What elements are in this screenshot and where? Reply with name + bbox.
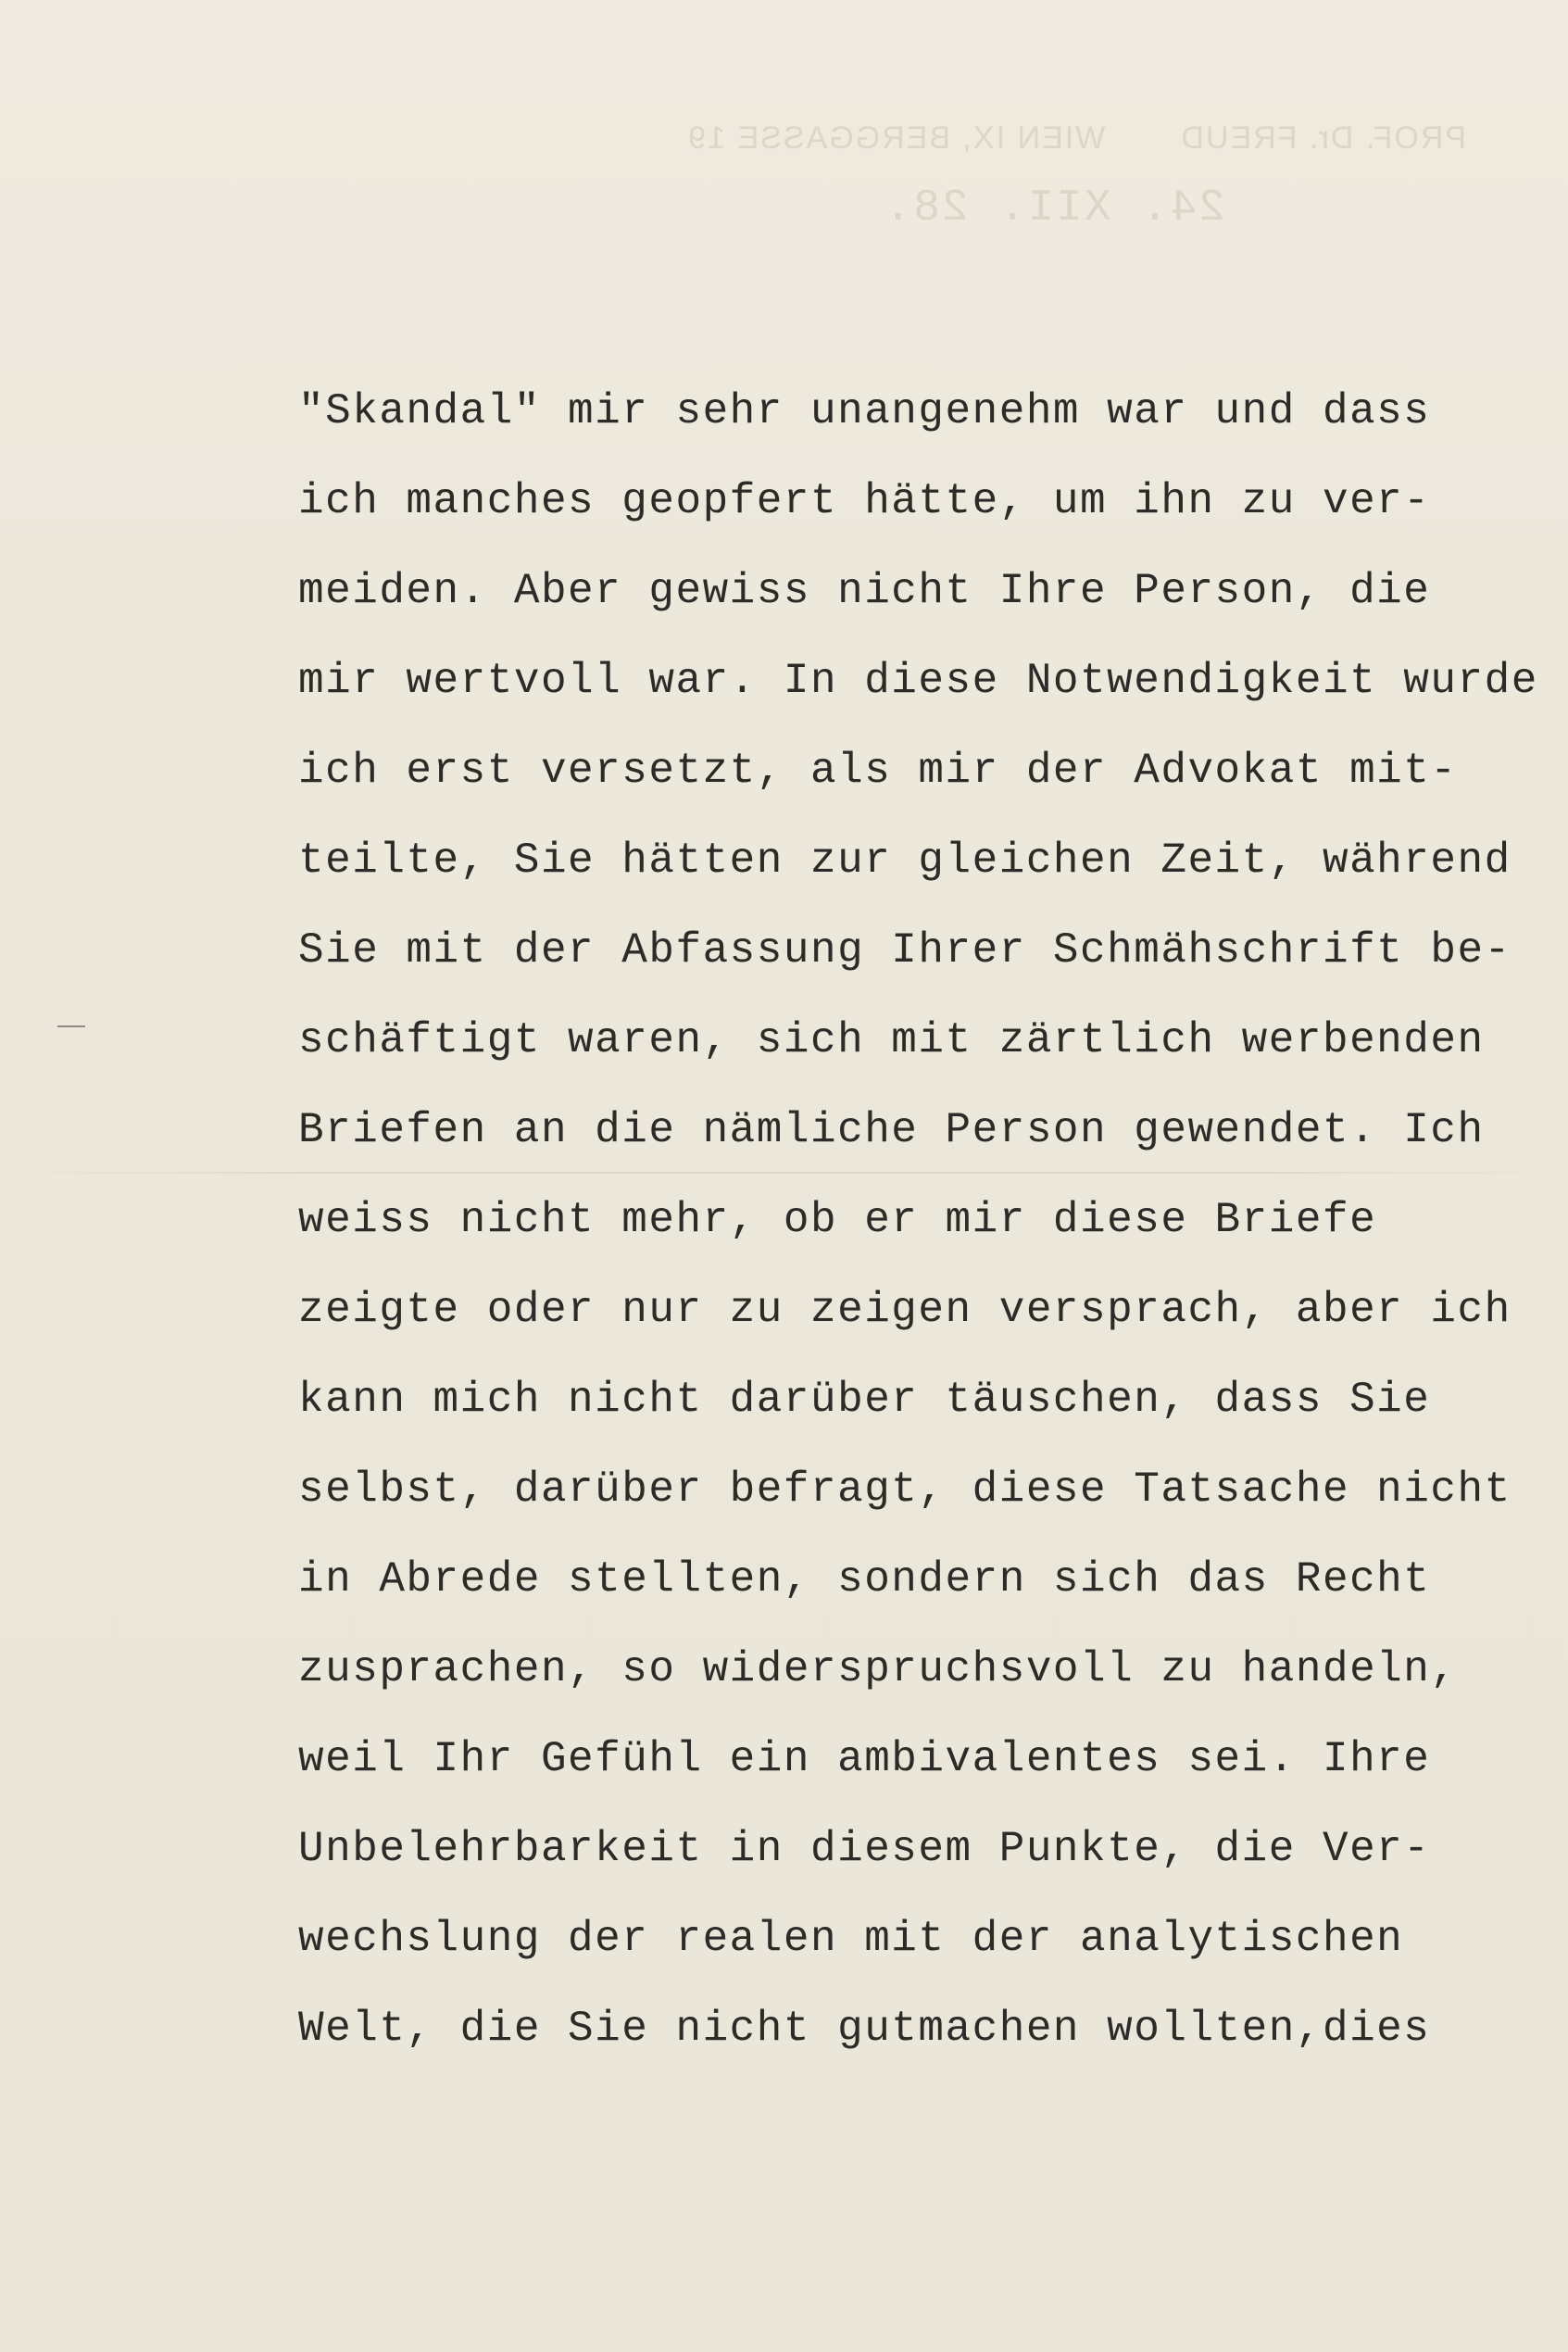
letter-line: in Abrede stellten, sondern sich das Recht bbox=[298, 1555, 1431, 1604]
letter-line: zusprachen, so widerspruchsvoll zu handeln, bbox=[298, 1645, 1458, 1693]
letter-line: Sie mit der Abfassung Ihrer Schmähschrift be- bbox=[298, 926, 1512, 975]
letter-line: weiss nicht mehr, ob er mir diese Briefe bbox=[298, 1196, 1377, 1244]
letter-line: ich erst versetzt, als mir der Advokat mit- bbox=[298, 747, 1458, 795]
letter-line: ich manches geopfert hätte, um ihn zu ver- bbox=[298, 477, 1431, 525]
letter-line: Unbelehrbarkeit in diesem Punkte, die Ver- bbox=[298, 1825, 1431, 1873]
letter-line: meiden. Aber gewiss nicht Ihre Person, die bbox=[298, 567, 1431, 615]
margin-mark bbox=[57, 1025, 85, 1027]
letter-line: teilte, Sie hätten zur gleichen Zeit, während bbox=[298, 836, 1512, 885]
letter-line: weil Ihr Gefühl ein ambivalentes sei. Ihre bbox=[298, 1735, 1431, 1783]
letter-line: "Skandal" mir sehr unangenehm war und dass bbox=[298, 387, 1431, 435]
letter-line: selbst, darüber befragt, diese Tatsache nicht bbox=[298, 1465, 1512, 1514]
letter-line: Welt, die Sie nicht gutmachen wollten,dies bbox=[298, 2005, 1431, 2053]
letterhead-bleedthrough bbox=[0, 120, 1568, 250]
letter-body bbox=[298, 367, 1539, 2074]
letter-line: schäftigt waren, sich mit zärtlich werbenden bbox=[298, 1016, 1485, 1064]
letterhead-ghost-text bbox=[686, 120, 1466, 157]
letterhead-name: PROF. Dr. FREUD bbox=[1179, 120, 1466, 156]
letter-line: Briefen an die nämliche Person gewendet. Ich bbox=[298, 1106, 1485, 1154]
letter-line: mir wertvoll war. In diese Notwendigkeit wurde bbox=[298, 657, 1538, 705]
letterhead-date: 24. XII. 28. bbox=[883, 183, 1225, 233]
letter-line: wechslung der realen mit der analytischen bbox=[298, 1915, 1404, 1963]
letter-line: kann mich nicht darüber täuschen, dass Sie bbox=[298, 1376, 1431, 1424]
letterhead-address: WIEN IX, BERGGASSE 19 bbox=[686, 120, 1106, 156]
letter-line: zeigte oder nur zu zeigen versprach, aber ich bbox=[298, 1286, 1512, 1334]
